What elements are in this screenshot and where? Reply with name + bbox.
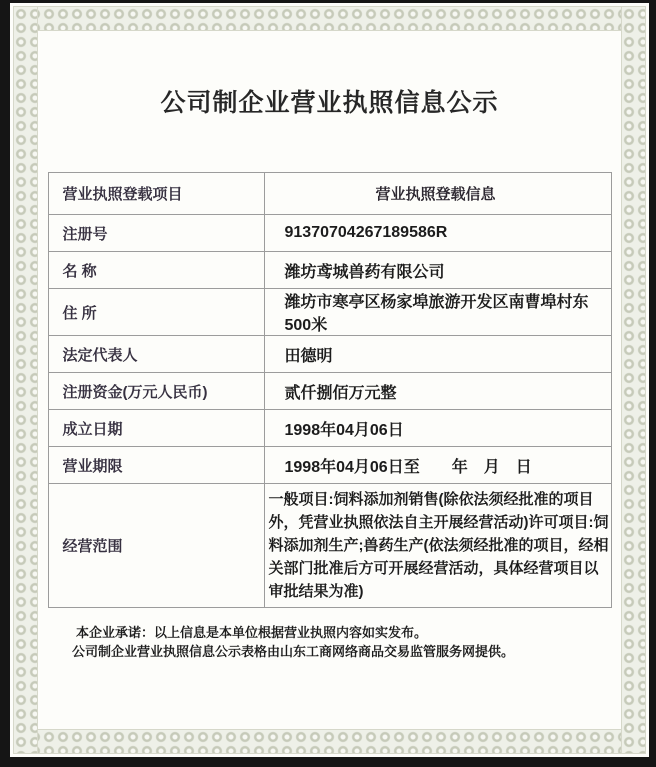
page-title: 公司制企业营业执照信息公示 <box>160 90 499 117</box>
table-row <box>48 215 611 252</box>
row-value-business-scope: 一般项目:饲料添加剂销售(除依法须经批准的项目外，凭营业执照依法自主开展经营活动)许可项目:饲料添加剂生产;兽药生产(依法须经批准的项目，经相关部门批准后方可开展经营活动，具体经营项目以审批结果为准) <box>264 484 611 608</box>
row-label-registered-capital: 注册资金(万元人民币) <box>48 373 264 410</box>
table-row <box>48 410 611 447</box>
table-row <box>48 484 611 608</box>
row-label-business-scope: 经营范围 <box>48 484 264 608</box>
row-label-business-term: 营业期限 <box>48 447 264 484</box>
license-document <box>10 3 649 757</box>
document-content <box>42 33 617 727</box>
footer-provider-line: 公司制企业营业执照信息公示表格由山东工商网络商品交易监管服务网提供。 <box>72 644 515 659</box>
row-value-registered-capital: 贰仟捌佰万元整 <box>264 373 611 410</box>
row-value-legal-representative: 田德明 <box>264 336 611 373</box>
ornamental-border-bottom <box>13 729 646 754</box>
ornamental-border-right <box>621 6 646 754</box>
table-row <box>48 447 611 484</box>
header-item-col: 营业执照登载项目 <box>48 173 264 215</box>
row-label-company-name: 名 称 <box>48 252 264 289</box>
row-label-registration-number: 注册号 <box>48 215 264 252</box>
ornamental-border-left <box>13 6 38 754</box>
row-label-establishment-date: 成立日期 <box>48 410 264 447</box>
table-row <box>48 336 611 373</box>
row-value-company-name: 潍坊鸢城兽药有限公司 <box>264 252 611 289</box>
table-header-row <box>48 173 611 215</box>
footer-commitment-line: 本企业承诺：以上信息是本单位根据营业执照内容如实发布。 <box>76 625 428 640</box>
row-value-business-term: 1998年04月06日至 年 月 日 <box>264 447 611 484</box>
row-value-registration-number: 91370704267189586R <box>264 215 611 252</box>
row-label-legal-representative: 法定代表人 <box>48 336 264 373</box>
footer-notes <box>42 623 617 661</box>
row-value-establishment-date: 1998年04月06日 <box>264 410 611 447</box>
table-row <box>48 373 611 410</box>
row-value-address: 潍坊市寒亭区杨家埠旅游开发区南曹埠村东500米 <box>264 289 611 336</box>
table-row <box>48 289 611 336</box>
table-row <box>48 252 611 289</box>
header-info-col: 营业执照登载信息 <box>264 173 611 215</box>
row-label-address: 住 所 <box>48 289 264 336</box>
ornamental-border-top <box>13 6 646 31</box>
license-info-table <box>48 172 612 608</box>
